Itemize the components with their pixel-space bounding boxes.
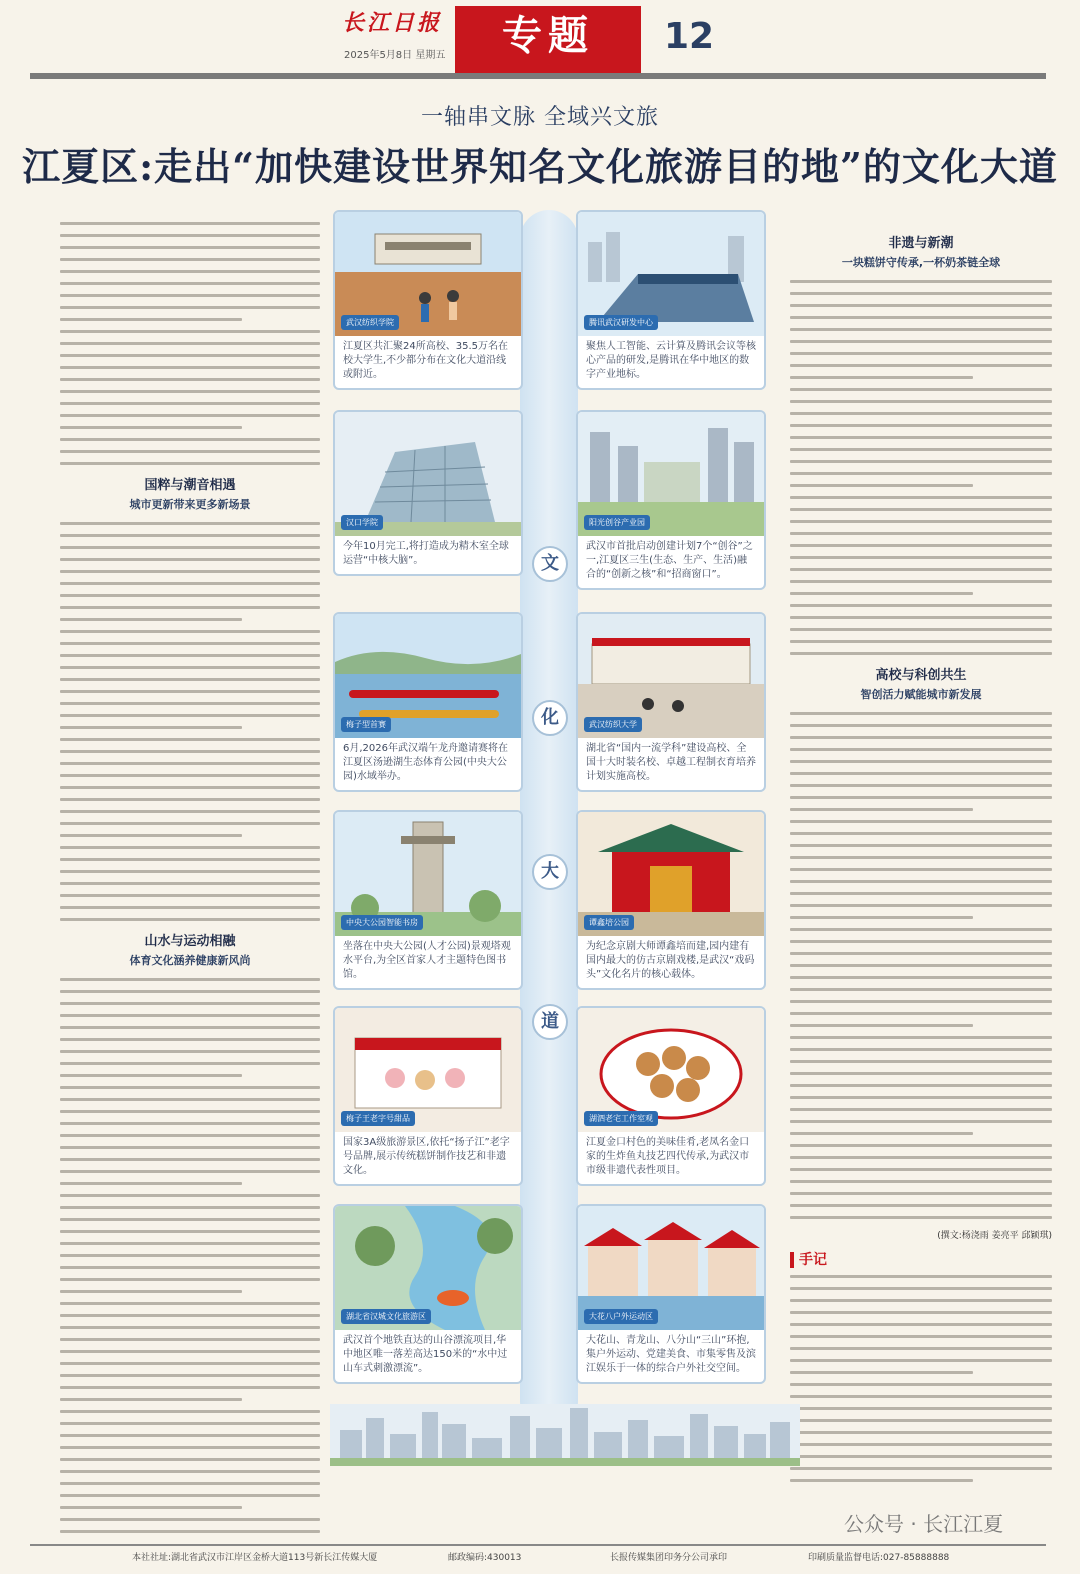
header-rule xyxy=(30,73,1046,79)
pastry-shop-illustration xyxy=(335,1008,521,1132)
notes-heading-label: 手记 xyxy=(790,1252,827,1268)
text-line xyxy=(790,628,1052,631)
text-line xyxy=(60,618,242,621)
text-line xyxy=(790,1371,973,1374)
text-line xyxy=(790,1419,1052,1422)
text-line xyxy=(60,1434,320,1437)
panel-tag: 中央大公园智能书房 xyxy=(341,915,423,930)
band-char-2: 化 xyxy=(532,700,568,736)
text-line xyxy=(790,316,1052,319)
right-panel-4 xyxy=(576,810,766,990)
text-line xyxy=(60,1446,320,1449)
text-line xyxy=(790,964,1052,967)
text-line xyxy=(790,904,1052,907)
text-line xyxy=(790,400,1052,403)
text-line xyxy=(60,786,320,789)
section-badge: 专题 xyxy=(455,6,641,66)
text-line xyxy=(790,988,1052,991)
panel-caption: 为纪念京剧大师谭鑫培而建,园内建有国内最大的仿古京剧戏楼,是武汉“戏码头”文化名片的核心载体。 xyxy=(586,941,755,980)
text-line xyxy=(60,222,320,225)
footer-printer: 长报传媒集团印务分公司承印 xyxy=(610,1553,728,1563)
text-line xyxy=(790,1084,1052,1087)
text-line xyxy=(60,1170,320,1173)
text-line xyxy=(790,1395,1052,1398)
industrial-park-illustration xyxy=(578,412,764,536)
panel-caption: 江夏金口村色的美味佳肴,老凤名金口家的生炸鱼丸技艺四代传承,为武汉市市级非遗代表性项目。 xyxy=(586,1137,750,1176)
text-line xyxy=(60,414,320,417)
text-line xyxy=(60,1422,320,1425)
text-line xyxy=(60,462,320,465)
outdoor-plaza-illustration xyxy=(578,1206,764,1330)
text-line xyxy=(790,532,1052,535)
text-line xyxy=(60,1182,242,1185)
text-line xyxy=(60,1098,320,1101)
text-line xyxy=(790,388,1052,391)
right-panel-3 xyxy=(576,612,766,792)
text-line xyxy=(60,426,242,429)
section-subheading: 体育文化涵养健康新风尚 xyxy=(129,954,251,967)
text-line xyxy=(60,294,320,297)
text-line xyxy=(60,1302,320,1305)
text-line xyxy=(790,796,1052,799)
text-line xyxy=(60,1254,320,1257)
text-line xyxy=(60,642,320,645)
panel-caption: 湖北省“国内一流学科”建设高校、全国十大时装名校、卓越工程制衣育培养计划实施高校。 xyxy=(586,743,756,782)
text-line xyxy=(790,592,973,595)
fish-ball-dish-illustration xyxy=(578,1008,764,1132)
text-line xyxy=(790,856,1052,859)
text-line xyxy=(790,544,1052,547)
text-line xyxy=(790,424,1052,427)
text-line xyxy=(790,784,1052,787)
text-line xyxy=(790,1216,1052,1219)
text-line xyxy=(60,282,320,285)
panel-caption: 大花山、青龙山、八分山“三山”环抱,集户外运动、党建美食、市集零售及滨江娱乐于一体的综合户外社交空间。 xyxy=(586,1335,756,1374)
text-line xyxy=(60,714,320,717)
text-line xyxy=(60,762,320,765)
text-line xyxy=(790,568,1052,571)
text-line xyxy=(790,1299,1052,1302)
text-line xyxy=(790,1168,1052,1171)
band-char-1: 文 xyxy=(532,546,568,582)
text-line xyxy=(790,892,1052,895)
text-line xyxy=(790,484,973,487)
text-line xyxy=(60,318,242,321)
text-line xyxy=(60,1278,320,1281)
campus-building-illustration xyxy=(335,412,521,536)
text-line xyxy=(60,1206,320,1209)
text-line xyxy=(790,1180,1052,1183)
left-panel-3 xyxy=(333,612,523,792)
body-text-block xyxy=(60,522,320,921)
panel-tag: 阳光创谷产业园 xyxy=(584,515,650,530)
left-panel-1 xyxy=(333,210,523,390)
text-line xyxy=(60,1122,320,1125)
panel-caption: 武汉首个地铁直达的山谷漂流项目,华中地区唯一落差高达150米的“水中过山车式刺激漂流”。 xyxy=(343,1335,508,1374)
text-line xyxy=(60,306,320,309)
text-line xyxy=(60,726,242,729)
text-line xyxy=(790,868,1052,871)
text-line xyxy=(60,1146,320,1149)
text-line xyxy=(790,940,1052,943)
article-headline: 江夏区:走出“加快建设世界知名文化旅游目的地”的文化大道 xyxy=(22,144,1058,189)
text-line xyxy=(790,1455,1052,1458)
text-line xyxy=(790,1000,1052,1003)
text-line xyxy=(60,678,320,681)
text-line xyxy=(790,1323,1052,1326)
text-line xyxy=(790,1431,1052,1434)
text-line xyxy=(790,976,1052,979)
text-line xyxy=(790,1467,1052,1470)
right-panel-2 xyxy=(576,410,766,590)
text-line xyxy=(60,1266,320,1269)
panel-caption: 江夏区共汇聚24所高校、35.5万名在校大学生,不少都分布在文化大道沿线或附近。 xyxy=(343,341,508,380)
text-line xyxy=(790,616,1052,619)
text-line xyxy=(790,436,1052,439)
text-line xyxy=(60,354,320,357)
text-line xyxy=(60,738,320,741)
panel-tag: 湖北省汉城文化旅游区 xyxy=(341,1309,431,1324)
text-line xyxy=(60,798,320,801)
text-line xyxy=(790,496,1052,499)
text-line xyxy=(790,916,973,919)
text-line xyxy=(60,1410,320,1413)
text-line xyxy=(790,724,1052,727)
text-line xyxy=(790,1335,1052,1338)
text-line xyxy=(60,774,320,777)
text-line xyxy=(60,594,320,597)
text-line xyxy=(60,702,320,705)
text-line xyxy=(790,736,1052,739)
rafting-illustration xyxy=(335,1206,521,1330)
panel-caption: 今年10月完工,将打造成为精木室全球运营“中核大脑”。 xyxy=(343,541,509,566)
text-line xyxy=(60,858,320,861)
panel-tag: 汉口学院 xyxy=(341,515,383,530)
text-line xyxy=(60,582,320,585)
text-line xyxy=(60,342,320,345)
text-line xyxy=(790,952,1052,955)
text-line xyxy=(790,340,1052,343)
section-heading: 高校与科创共生 xyxy=(875,668,967,683)
text-line xyxy=(790,472,1052,475)
text-line xyxy=(60,666,320,669)
panel-caption: 国家3A级旅游景区,依托“扬子江”老字号品牌,展示传统糕饼制作技艺和非遗文化。 xyxy=(343,1137,510,1176)
text-line xyxy=(60,390,320,393)
issue-date: 2025年5月8日 星期五 xyxy=(344,50,446,61)
text-line xyxy=(60,1470,320,1473)
text-line xyxy=(790,832,1052,835)
text-line xyxy=(60,1218,320,1221)
text-line xyxy=(790,556,1052,559)
text-line xyxy=(60,1398,242,1401)
text-line xyxy=(60,630,320,633)
center-avenue-band xyxy=(520,210,578,1430)
text-line xyxy=(60,1110,320,1113)
body-text-block xyxy=(60,222,320,465)
left-panel-6 xyxy=(333,1204,523,1384)
footer-rule xyxy=(30,1544,1046,1546)
text-line xyxy=(60,1026,320,1029)
text-line xyxy=(60,522,320,525)
text-line xyxy=(60,978,320,981)
text-line xyxy=(790,652,1052,655)
text-line xyxy=(790,760,1052,763)
text-line xyxy=(790,364,1052,367)
text-line xyxy=(790,1060,1052,1063)
text-line xyxy=(790,880,1052,883)
newspaper-logo: 长江日报 xyxy=(342,10,443,36)
text-line xyxy=(790,640,1052,643)
text-line xyxy=(790,820,1052,823)
university-gate-illustration xyxy=(578,614,764,738)
header-accent-rule xyxy=(455,66,641,73)
text-line xyxy=(790,292,1052,295)
panel-caption: 聚焦人工智能、云计算及腾讯会议等核心产品的研发,是腾讯在华中地区的数字产业地标。 xyxy=(586,341,756,380)
text-line xyxy=(60,1350,320,1353)
text-line xyxy=(790,928,1052,931)
left-panel-4 xyxy=(333,810,523,990)
left-column xyxy=(60,222,320,1542)
section-heading: 非遗与新潮 xyxy=(888,236,954,251)
panel-tag: 梅子型首赛 xyxy=(341,717,391,732)
text-line xyxy=(790,1204,1052,1207)
text-line xyxy=(790,1072,1052,1075)
text-line xyxy=(60,1374,320,1377)
article-subtitle: 一轴串文脉 全域兴文旅 xyxy=(421,105,659,130)
campus-illustration xyxy=(335,212,521,336)
text-line xyxy=(60,270,320,273)
text-line xyxy=(790,1144,1052,1147)
right-panel-6 xyxy=(576,1204,766,1384)
text-line xyxy=(60,1482,320,1485)
text-line xyxy=(790,1407,1052,1410)
text-line xyxy=(60,402,320,405)
text-line xyxy=(790,808,973,811)
footer-address: 本社社址:湖北省武汉市江岸区金桥大道113号新长江传媒大厦 xyxy=(132,1553,378,1563)
panel-tag: 武汉纺织大学 xyxy=(584,717,642,732)
text-line xyxy=(60,1518,320,1521)
panel-tag: 腾讯武汉研发中心 xyxy=(584,315,658,330)
text-line xyxy=(790,1275,1052,1278)
text-line xyxy=(790,580,1052,583)
notes-heading xyxy=(790,1249,1052,1269)
text-line xyxy=(790,1192,1052,1195)
text-line xyxy=(60,1014,320,1017)
text-line xyxy=(790,844,1052,847)
text-line xyxy=(60,234,320,237)
text-line xyxy=(790,1479,973,1482)
text-line xyxy=(790,1024,973,1027)
text-line xyxy=(790,328,1052,331)
body-text-block xyxy=(790,1275,1052,1482)
text-line xyxy=(60,366,320,369)
panel-tag: 大花八户外运动区 xyxy=(584,1309,658,1324)
text-line xyxy=(60,1074,242,1077)
masthead xyxy=(0,0,1080,74)
footer-postcode: 邮政编码:430013 xyxy=(448,1553,522,1563)
text-line xyxy=(60,1134,320,1137)
left-panel-2 xyxy=(333,410,523,576)
city-skyline-illustration xyxy=(330,1404,800,1466)
text-line xyxy=(790,1108,1052,1111)
right-column xyxy=(790,226,1052,1491)
section-subheading: 智创活力赋能城市新发展 xyxy=(860,688,982,701)
text-line xyxy=(790,1359,1052,1362)
text-line xyxy=(60,990,320,993)
text-line xyxy=(60,546,320,549)
text-line xyxy=(60,822,320,825)
band-char-4: 道 xyxy=(532,1004,568,1040)
body-text-block xyxy=(790,280,1052,655)
text-line xyxy=(60,570,320,573)
park-tower-illustration xyxy=(335,812,521,936)
text-line xyxy=(790,352,1052,355)
text-line xyxy=(60,378,320,381)
panel-caption: 坐落在中央大公园(人才公园)景观塔观水平台,为全区首家人才主题特色图书馆。 xyxy=(343,941,511,980)
text-line xyxy=(60,330,320,333)
text-line xyxy=(790,1096,1052,1099)
text-line xyxy=(60,1062,320,1065)
watermark: 公众号 · 长江江夏 xyxy=(844,1512,1004,1536)
text-line xyxy=(790,604,1052,607)
text-line xyxy=(60,1506,242,1509)
text-line xyxy=(60,834,242,837)
panel-tag: 湖泗老宅工作室观 xyxy=(584,1111,658,1126)
text-line xyxy=(60,1290,242,1293)
text-line xyxy=(790,376,973,379)
text-line xyxy=(790,1132,973,1135)
text-line xyxy=(790,1156,1052,1159)
band-char-3: 大 xyxy=(532,854,568,890)
text-line xyxy=(60,1386,320,1389)
text-line xyxy=(790,448,1052,451)
body-text-block xyxy=(60,978,320,1533)
text-line xyxy=(60,1314,320,1317)
text-line xyxy=(60,1158,320,1161)
text-line xyxy=(60,606,320,609)
text-line xyxy=(60,258,320,261)
text-line xyxy=(60,846,320,849)
text-line xyxy=(60,1242,320,1245)
text-line xyxy=(60,534,320,537)
text-line xyxy=(790,1287,1052,1290)
text-line xyxy=(790,520,1052,523)
text-line xyxy=(60,1002,320,1005)
text-line xyxy=(790,280,1052,283)
text-line xyxy=(790,712,1052,715)
text-line xyxy=(60,894,320,897)
text-line xyxy=(60,1530,320,1533)
text-line xyxy=(60,918,320,921)
text-line xyxy=(790,1012,1052,1015)
text-line xyxy=(60,1086,320,1089)
text-line xyxy=(60,870,320,873)
body-text-block xyxy=(790,712,1052,1219)
text-line xyxy=(60,690,320,693)
section-heading: 山水与运动相融 xyxy=(144,934,236,949)
text-line xyxy=(60,450,320,453)
text-line xyxy=(60,438,320,441)
text-line xyxy=(790,508,1052,511)
text-line xyxy=(790,412,1052,415)
text-line xyxy=(60,1050,320,1053)
text-line xyxy=(60,1494,320,1497)
text-line xyxy=(790,1347,1052,1350)
left-panel-5 xyxy=(333,1006,523,1186)
right-panel-1 xyxy=(576,210,766,390)
right-panel-5 xyxy=(576,1006,766,1186)
panel-tag: 谭鑫培公园 xyxy=(584,915,634,930)
text-line xyxy=(60,810,320,813)
text-line xyxy=(790,1443,1052,1446)
text-line xyxy=(790,304,1052,307)
text-line xyxy=(60,1338,320,1341)
text-line xyxy=(60,1326,320,1329)
section-heading: 国粹与潮音相遇 xyxy=(144,478,236,493)
panel-caption: 6月,2026年武汉端午龙舟邀请赛将在江夏区汤逊湖生态体育公园(中央大公园)水域举办。 xyxy=(343,743,508,782)
text-line xyxy=(60,1458,320,1461)
text-line xyxy=(60,1362,320,1365)
text-line xyxy=(60,1038,320,1041)
section-subheading: 城市更新带来更多新场景 xyxy=(129,498,251,511)
text-line xyxy=(60,882,320,885)
text-line xyxy=(60,558,320,561)
panel-caption: 武汉市首批启动创建计划7个“创谷”之一,江夏区三生(生态、生产、生活)融合的“创新之核”和“招商窗口”。 xyxy=(586,541,753,580)
text-line xyxy=(790,1383,1052,1386)
footer-phone: 印刷质量监督电话:027-85888888 xyxy=(808,1553,950,1563)
tech-center-illustration xyxy=(578,212,764,336)
text-line xyxy=(60,654,320,657)
text-line xyxy=(790,748,1052,751)
text-line xyxy=(60,1194,320,1197)
text-line xyxy=(790,772,1052,775)
text-line xyxy=(790,1311,1052,1314)
text-line xyxy=(790,1120,1052,1123)
panel-tag: 梅子王老字号甜品 xyxy=(341,1111,415,1126)
text-line xyxy=(790,1036,1052,1039)
opera-theater-illustration xyxy=(578,812,764,936)
text-line xyxy=(60,246,320,249)
dragon-boat-illustration xyxy=(335,614,521,738)
text-line xyxy=(60,750,320,753)
byline: (撰文:杨浇雨 姜亮平 邱颖琪) xyxy=(937,1231,1052,1241)
text-line xyxy=(790,460,1052,463)
section-subheading: 一块糕饼守传承,一杯奶茶链全球 xyxy=(841,256,1001,269)
text-line xyxy=(60,1230,320,1233)
panel-tag: 武汉纺织学院 xyxy=(341,315,399,330)
page-number: 12 xyxy=(664,16,715,57)
text-line xyxy=(790,1048,1052,1051)
text-line xyxy=(60,906,320,909)
